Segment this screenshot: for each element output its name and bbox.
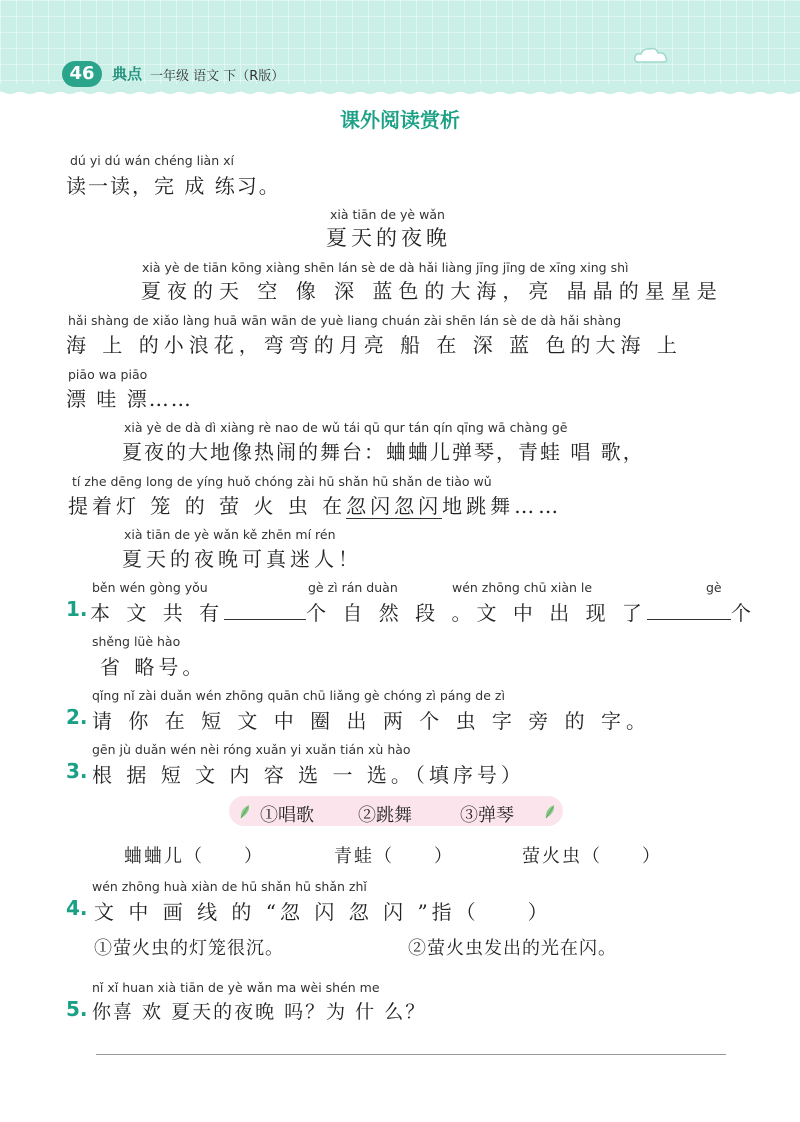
instruction-text: 读一读，完 成 练习。 [66, 174, 281, 198]
q3-option-3: ③弹琴 [460, 805, 514, 826]
answer-line[interactable] [96, 1054, 726, 1055]
poem-title: 夏天的夜晚 [326, 226, 451, 250]
passage-pinyin-1: xià yè de tiān kōng xiàng shēn lán sè de dà hǎi liàng jīng jīng de xīng xing shì [142, 260, 629, 275]
leaf-icon [238, 803, 252, 819]
passage-line-5-c: 地跳舞…… [442, 494, 563, 518]
q4-text: 文 中 画 线 的 “忽 闪 忽 闪 ”指（ ） [94, 900, 552, 924]
q1-pinyin-b: gè zì rán duàn [308, 580, 398, 595]
passage-pinyin-3: piāo wa piāo [68, 367, 148, 382]
q1-text [90, 597, 756, 626]
grade-label: 一年级 语文 下（R版） [150, 69, 285, 84]
passage-line-3: 漂 哇 漂…… [66, 387, 193, 411]
passage-line-5-a: 提着灯 笼 的 萤 火 虫 在 [68, 494, 347, 518]
underlined-phrase: 忽闪忽闪 [346, 494, 443, 518]
q1-text-b: 个 自 然 段 。文 中 出 现 了 [306, 601, 647, 625]
poem-title-pinyin: xià tiān de yè wǎn [330, 207, 445, 222]
passage-line-4: 夏夜的大地像热闹的舞台：蛐蛐儿弹琴，青蛙 唱 歌， [122, 440, 645, 464]
brand-logo: 典点 [112, 65, 143, 83]
section-title: 课外阅读赏析 [340, 108, 460, 132]
q5-number: 5. [66, 997, 88, 1021]
q1-number: 1. [66, 597, 88, 621]
cloud-icon [632, 44, 672, 66]
passage-line-6: 夏天的夜晚可真迷人！ [122, 547, 362, 571]
q3-answer-cricket[interactable]: 蛐蛐儿（ ） [124, 846, 264, 867]
q1-text-c: 个 [730, 601, 756, 625]
q2-number: 2. [66, 705, 88, 729]
q1-pinyin-a: běn wén gòng yǒu [92, 580, 208, 595]
q3-option-1: ①唱歌 [260, 805, 314, 826]
header-wave [0, 84, 800, 100]
passage-line-1: 夏夜的天 空 像 深 蓝色的大海，亮 晶晶的星星是 [141, 279, 723, 303]
q5-pinyin: nǐ xǐ huan xià tiān de yè wǎn ma wèi shén me [92, 980, 380, 995]
q3-answer-firefly[interactable]: 萤火虫（ ） [522, 846, 662, 867]
q4-number: 4. [66, 896, 88, 920]
passage-pinyin-4: xià yè de dà dì xiàng rè nao de wǔ tái qū qur tán qín qīng wā chàng gē [124, 420, 568, 435]
q4-choice-2[interactable]: ②萤火虫发出的光在闪。 [408, 938, 617, 959]
q1-text-a: 本 文 共 有 [90, 601, 225, 625]
q1-pinyin-c: wén zhōng chū xiàn le [452, 580, 593, 595]
q4-choice-1[interactable]: ①萤火虫的灯笼很沉。 [94, 938, 284, 959]
q3-option-2: ②跳舞 [358, 805, 412, 826]
instruction-pinyin: dú yi dú wán chéng liàn xí [70, 153, 234, 168]
q1-blank-1[interactable] [224, 601, 306, 620]
q3-answer-frog[interactable]: 青蛙（ ） [334, 846, 454, 867]
passage-pinyin-6: xià tiān de yè wǎn kě zhēn mí rén [124, 527, 336, 542]
page-number-badge: 46 [62, 61, 102, 87]
q1-pinyin-2: shěng lüè hào [92, 634, 181, 649]
passage-pinyin-2: hǎi shàng de xiǎo làng huā wān wān de yuè liang chuán zài shēn lán sè de dà hǎi shàng [68, 313, 622, 328]
q3-pinyin: gēn jù duǎn wén nèi róng xuǎn yi xuǎn tián xù hào [92, 742, 411, 757]
q1-text-2: 省 略号。 [100, 655, 207, 679]
passage-pinyin-5: tí zhe dēng long de yíng huǒ chóng zài hū shǎn hū shǎn de tiào wǔ [72, 474, 492, 489]
q1-blank-2[interactable] [647, 601, 731, 620]
q4-pinyin: wén zhōng huà xiàn de hū shǎn hū shǎn zhǐ [92, 879, 367, 894]
passage-line-5 [68, 490, 562, 519]
passage-line-2: 海 上 的小浪花，弯弯的月亮 船 在 深 蓝 色的大海 上 [66, 333, 682, 357]
q2-text: 请 你 在 短 文 中 圈 出 两 个 虫 字 旁 的 字。 [92, 709, 652, 733]
leaf-icon [543, 803, 557, 819]
q3-text: 根 据 短 文 内 容 选 一 选。（填序号） [92, 763, 525, 787]
q5-text: 你喜 欢 夏天的夜晚 吗？为 什 么？ [92, 1001, 427, 1023]
q3-number: 3. [66, 759, 88, 783]
q1-pinyin-d: gè [706, 580, 722, 595]
q2-pinyin: qǐng nǐ zài duǎn wén zhōng quān chū liǎng gè chóng zì páng de zì [92, 688, 505, 703]
